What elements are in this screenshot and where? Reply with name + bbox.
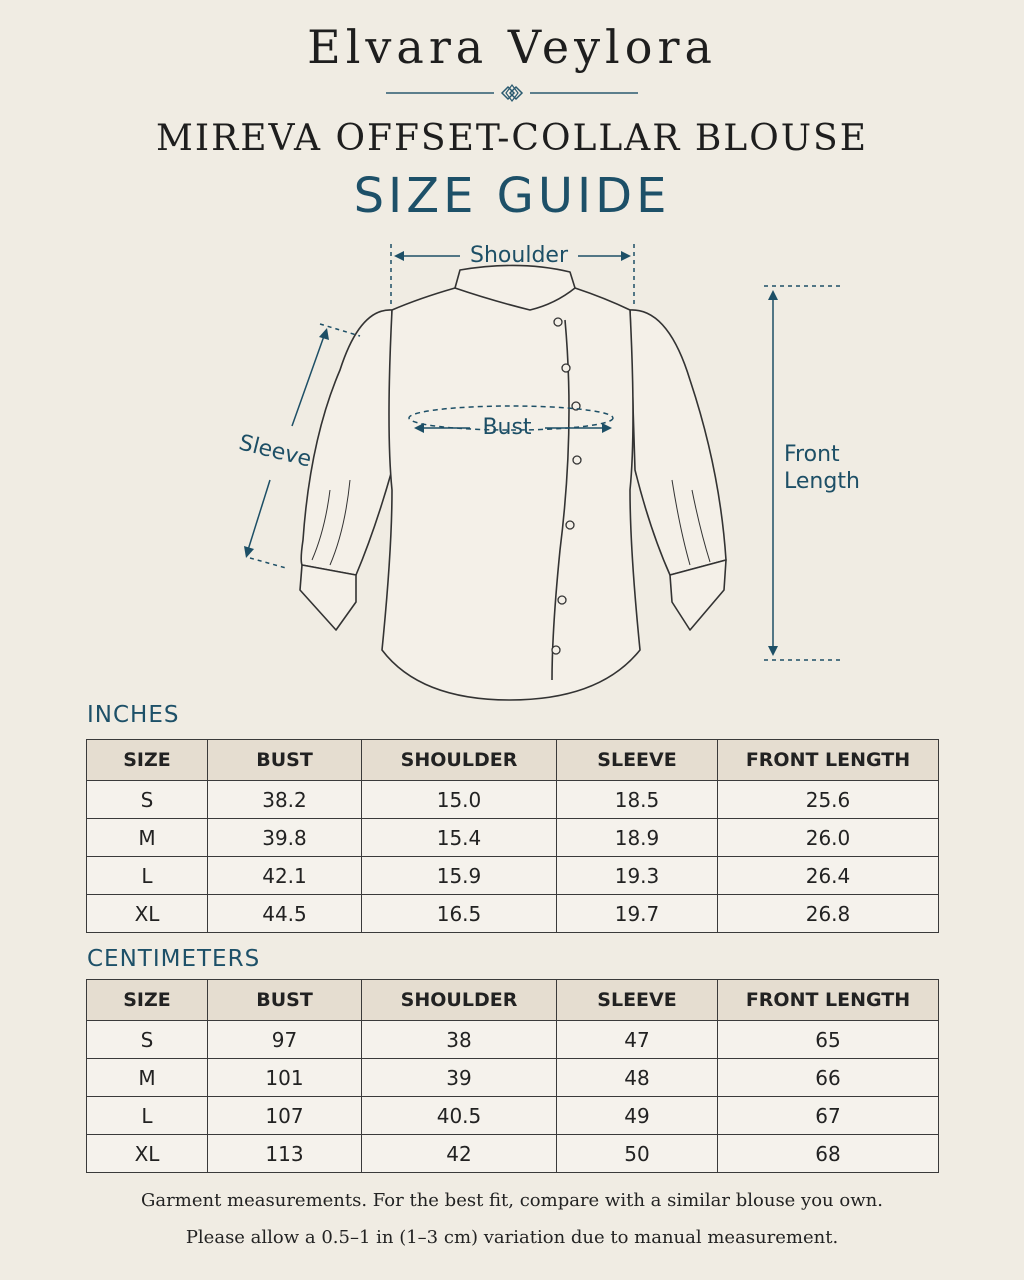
cell-size: XL xyxy=(87,1135,208,1173)
table-row xyxy=(87,895,939,933)
cell-shoulder: 40.5 xyxy=(362,1097,557,1135)
front-length-label-line2: Length xyxy=(784,469,860,494)
cell-shoulder: 15.0 xyxy=(362,781,557,819)
cell-size: S xyxy=(87,781,208,819)
inches-section-title: INCHES xyxy=(87,702,180,728)
cell-sleeve: 19.7 xyxy=(557,895,718,933)
cell-size: M xyxy=(87,819,208,857)
column-header-size: SIZE xyxy=(87,740,208,781)
cell-shoulder: 15.9 xyxy=(362,857,557,895)
size-guide-title: SIZE GUIDE xyxy=(353,168,671,224)
centimeters-section-title: CENTIMETERS xyxy=(87,946,261,972)
table-row xyxy=(87,781,939,819)
table-header-row xyxy=(87,980,939,1021)
table-row xyxy=(87,1021,939,1059)
cell-front-length: 67 xyxy=(718,1097,939,1135)
cell-front-length: 26.8 xyxy=(718,895,939,933)
cell-bust: 42.1 xyxy=(208,857,362,895)
cell-shoulder: 42 xyxy=(362,1135,557,1173)
centimeters-table xyxy=(86,979,939,1173)
cell-sleeve: 18.5 xyxy=(557,781,718,819)
column-header-sleeve: SLEEVE xyxy=(557,740,718,781)
cell-front-length: 66 xyxy=(718,1059,939,1097)
column-header-front-length: FRONT LENGTH xyxy=(718,740,939,781)
brand-name: Elvara Veylora xyxy=(307,20,717,74)
front-length-label-line1: Front xyxy=(784,442,840,467)
column-header-bust: BUST xyxy=(208,740,362,781)
cell-bust: 39.8 xyxy=(208,819,362,857)
cell-size: XL xyxy=(87,895,208,933)
cell-front-length: 68 xyxy=(718,1135,939,1173)
cell-front-length: 26.4 xyxy=(718,857,939,895)
cell-front-length: 65 xyxy=(718,1021,939,1059)
cell-sleeve: 49 xyxy=(557,1097,718,1135)
cell-sleeve: 19.3 xyxy=(557,857,718,895)
measurement-note: Garment measurements. For the best fit, compare with a similar blouse you own. xyxy=(141,1190,883,1211)
shoulder-label: Shoulder xyxy=(470,243,568,268)
cell-front-length: 26.0 xyxy=(718,819,939,857)
cell-front-length: 25.6 xyxy=(718,781,939,819)
table-row xyxy=(87,1059,939,1097)
cell-size: M xyxy=(87,1059,208,1097)
table-row xyxy=(87,819,939,857)
variation-note: Please allow a 0.5–1 in (1–3 cm) variation due to manual measurement. xyxy=(185,1227,839,1248)
table-row xyxy=(87,1097,939,1135)
cell-shoulder: 16.5 xyxy=(362,895,557,933)
diamond-ornament-icon xyxy=(382,80,642,106)
table-row xyxy=(87,1135,939,1173)
column-header-shoulder: SHOULDER xyxy=(362,740,557,781)
cell-shoulder: 38 xyxy=(362,1021,557,1059)
column-header-bust: BUST xyxy=(208,980,362,1021)
cell-bust: 97 xyxy=(208,1021,362,1059)
product-title: MIREVA OFFSET-COLLAR BLOUSE xyxy=(156,118,868,159)
bust-label: Bust xyxy=(482,415,532,440)
cell-size: L xyxy=(87,1097,208,1135)
sleeve-label: Sleeve xyxy=(236,430,314,473)
cell-shoulder: 15.4 xyxy=(362,819,557,857)
cell-bust: 44.5 xyxy=(208,895,362,933)
inches-table xyxy=(86,739,939,933)
column-header-shoulder: SHOULDER xyxy=(362,980,557,1021)
cell-bust: 107 xyxy=(208,1097,362,1135)
column-header-sleeve: SLEEVE xyxy=(557,980,718,1021)
cell-sleeve: 47 xyxy=(557,1021,718,1059)
column-header-front-length: FRONT LENGTH xyxy=(718,980,939,1021)
cell-sleeve: 48 xyxy=(557,1059,718,1097)
blouse-diagram xyxy=(0,230,1024,720)
cell-size: S xyxy=(87,1021,208,1059)
cell-bust: 101 xyxy=(208,1059,362,1097)
blouse-illustration xyxy=(300,265,726,700)
cell-sleeve: 50 xyxy=(557,1135,718,1173)
cell-shoulder: 39 xyxy=(362,1059,557,1097)
table-header-row xyxy=(87,740,939,781)
table-row xyxy=(87,857,939,895)
cell-size: L xyxy=(87,857,208,895)
cell-sleeve: 18.9 xyxy=(557,819,718,857)
cell-bust: 38.2 xyxy=(208,781,362,819)
column-header-size: SIZE xyxy=(87,980,208,1021)
cell-bust: 113 xyxy=(208,1135,362,1173)
